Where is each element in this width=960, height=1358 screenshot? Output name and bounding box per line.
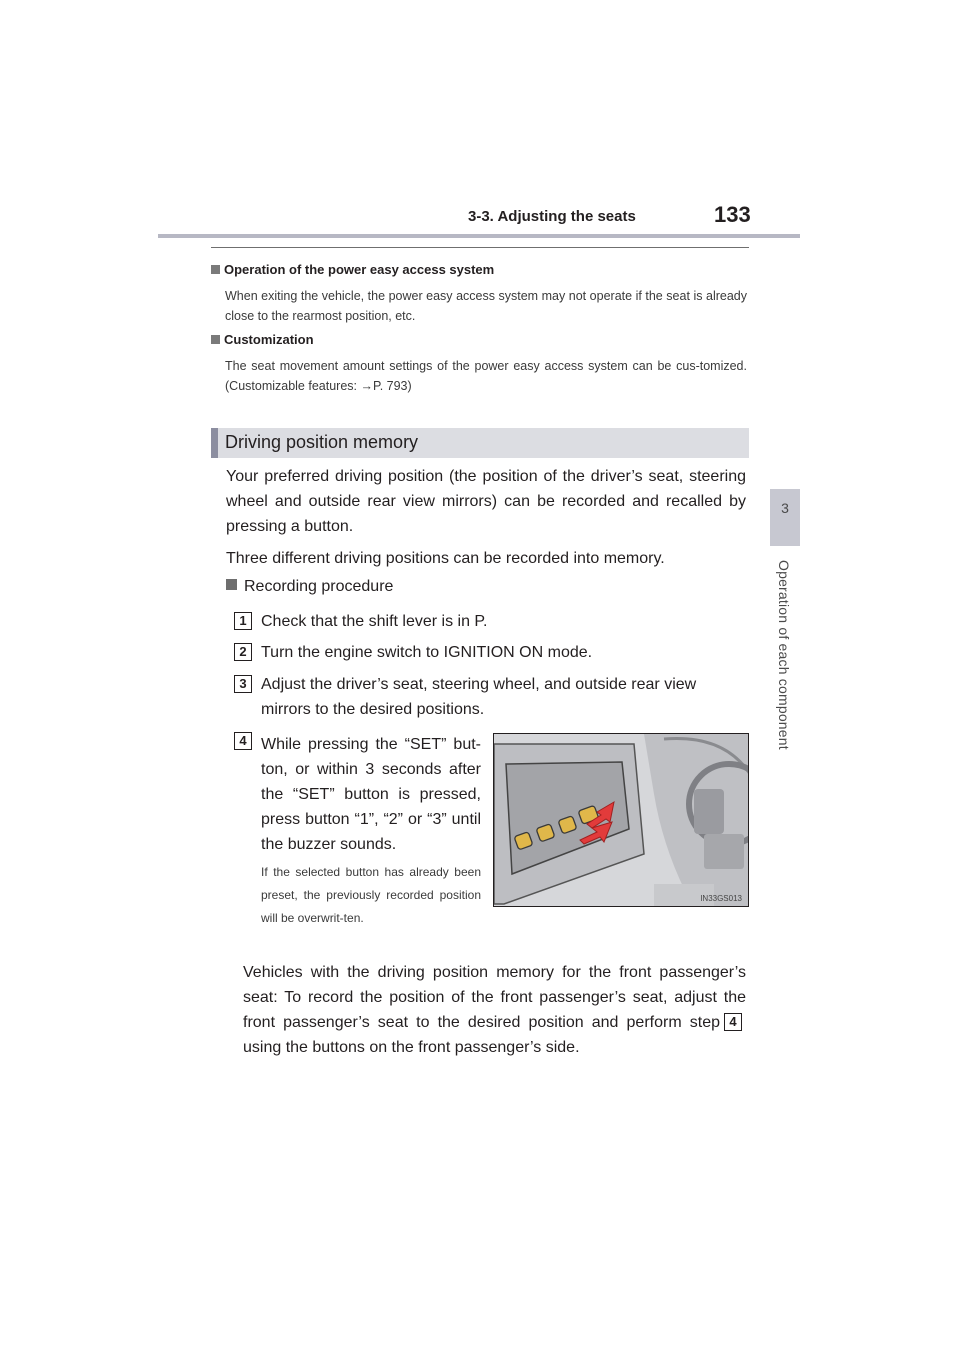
note-heading xyxy=(211,332,314,347)
square-bullet-icon xyxy=(211,265,220,274)
note-body: When exiting the vehicle, the power easy access system may not operate if the seat is already close to the rearmost position, etc. xyxy=(225,289,747,323)
step-number: 4 xyxy=(234,732,252,750)
note-heading-text: Operation of the power easy access system xyxy=(224,262,495,277)
step-note: If the selected button has already been preset, the previously recorded position will be overwrit-ten. xyxy=(261,865,481,925)
step-text: While pressing the “SET” but-ton, or within 3 seconds after the “SET” button is pressed, press button “1”, “2” or “3” until the buzzer sounds. xyxy=(261,736,481,853)
sub-heading xyxy=(226,578,393,596)
intro-paragraph: Your preferred driving position (the position of the driver’s seat, steering wheel and outside rear view mirrors) can be recorded and recalled by pressing a button. xyxy=(226,468,746,535)
figure-code: IN33GS013 xyxy=(700,894,742,903)
sub-heading-text: Recording procedure xyxy=(244,578,394,595)
note-heading xyxy=(211,262,494,277)
chapter-tab-number: 3 xyxy=(781,500,789,516)
page-number: 133 xyxy=(714,202,751,227)
header-rule xyxy=(158,234,800,238)
step-number: 3 xyxy=(234,675,252,693)
note-heading-text: Customization xyxy=(224,332,314,347)
passenger-seat-paragraph xyxy=(243,960,746,1060)
step-text: Check that the shift lever is in P. xyxy=(261,613,488,630)
content-rule xyxy=(211,247,749,248)
section-heading: Driving position memory xyxy=(225,432,419,452)
square-bullet-icon xyxy=(211,335,220,344)
step-text: Adjust the driver’s seat, steering wheel, and outside rear view mirrors to the desired positions. xyxy=(261,676,697,718)
square-bullet-icon xyxy=(226,579,237,590)
chapter-tab[interactable] xyxy=(770,489,800,546)
chapter-tab-label: Operation of each component xyxy=(776,560,792,750)
step-reference[interactable]: 4 xyxy=(724,1013,742,1031)
paragraph-text-part2: using the buttons on the front passenger’s side. xyxy=(243,1039,580,1056)
step-text: Turn the engine switch to IGNITION ON mode. xyxy=(261,644,593,661)
intro-paragraph-2: Three different driving positions can be recorded into memory. xyxy=(226,550,665,567)
memory-buttons-illustration xyxy=(493,733,749,907)
step-number: 1 xyxy=(234,612,252,630)
paragraph-text-part1: Vehicles with the driving position memory for the front passenger’s seat: To record the position of the front passenger’s seat, adjust the front passenger’s seat to the desired position and perform step xyxy=(243,964,746,1031)
note-body: The seat movement amount settings of the power easy access system can be cus-tomized. (Customizable features: →P. 793) xyxy=(225,359,747,393)
step-number: 2 xyxy=(234,643,252,661)
section-title: 3-3. Adjusting the seats xyxy=(468,208,636,225)
door-panel-drawing xyxy=(494,734,749,907)
